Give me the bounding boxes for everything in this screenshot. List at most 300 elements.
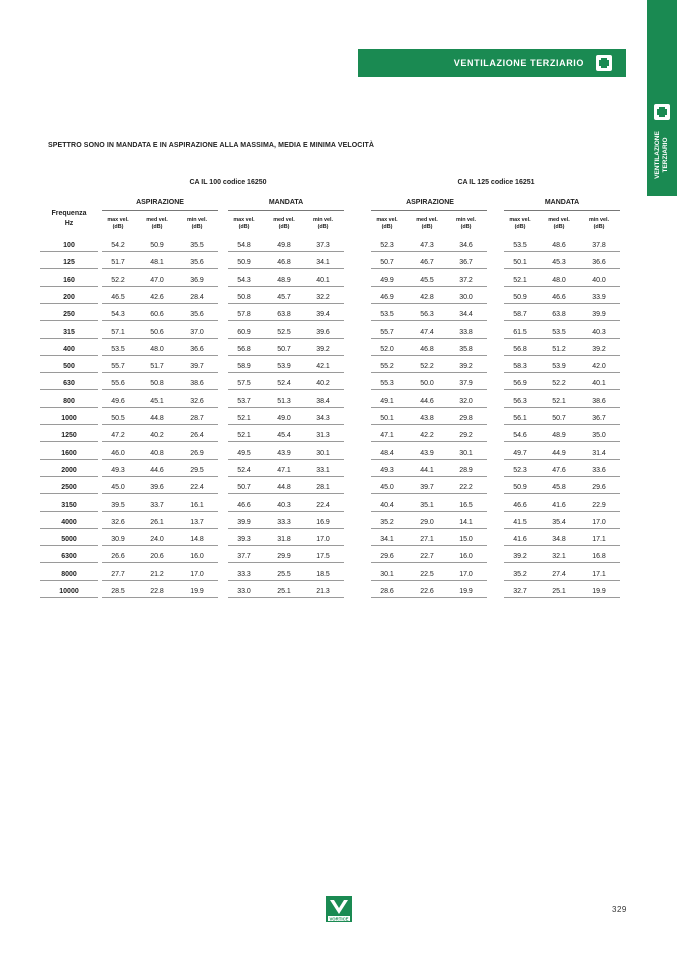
row-divider: [102, 562, 218, 563]
value-cell: 39.5: [111, 501, 125, 509]
value-cell: 40.2: [316, 380, 330, 388]
value-cell: 51.7: [111, 259, 125, 267]
row-divider: [40, 459, 98, 460]
row-divider: [371, 597, 487, 598]
value-cell: 51.7: [150, 363, 164, 371]
value-cell: 22.4: [190, 484, 204, 492]
value-cell: 50.9: [513, 293, 527, 301]
value-cell: 25.1: [552, 588, 566, 595]
row-divider: [228, 338, 344, 339]
value-cell: 27.4: [552, 570, 566, 578]
plus-icon: [654, 104, 670, 120]
row-divider: [102, 493, 218, 494]
value-cell: 26.4: [190, 432, 204, 440]
row-divider: [40, 303, 98, 304]
value-cell: 55.7: [111, 363, 125, 371]
value-cell: 45.7: [277, 293, 291, 301]
value-cell: 47.3: [420, 242, 434, 249]
value-cell: 45.0: [111, 484, 125, 492]
value-cell: 33.6: [592, 466, 606, 474]
group-underline: [504, 210, 620, 211]
table-row: [0, 324, 677, 341]
value-cell: 42.1: [316, 363, 330, 371]
frequency-cell: 8000: [61, 570, 77, 578]
value-cell: 52.4: [237, 466, 251, 474]
value-cell: 50.9: [513, 484, 527, 492]
value-cell: 52.5: [277, 328, 291, 336]
row-divider: [102, 355, 218, 356]
value-cell: 53.5: [380, 311, 394, 319]
value-cell: 24.0: [150, 536, 164, 544]
value-cell: 39.6: [316, 328, 330, 336]
group-underline: [371, 210, 487, 211]
row-divider: [371, 303, 487, 304]
value-cell: 32.7: [513, 588, 527, 595]
value-cell: 53.5: [552, 328, 566, 336]
value-cell: 25.5: [277, 570, 291, 578]
value-cell: 29.0: [420, 518, 434, 526]
vortice-logo-icon: [326, 896, 352, 922]
table-row: [0, 341, 677, 358]
row-divider: [102, 528, 218, 529]
value-cell: 29.6: [592, 484, 606, 492]
value-cell: 13.7: [190, 518, 204, 526]
value-cell: 14.1: [459, 518, 473, 526]
frequency-cell: 2500: [61, 484, 77, 492]
section-title: VENTILAZIONE TERZIARIO: [453, 58, 584, 68]
table-row: [0, 479, 677, 496]
value-cell: 52.2: [552, 380, 566, 388]
row-divider: [40, 441, 98, 442]
value-cell: 49.6: [111, 397, 125, 405]
row-divider: [371, 580, 487, 581]
value-cell: 57.8: [237, 311, 251, 319]
value-cell: 45.0: [380, 484, 394, 492]
frequency-cell: 250: [63, 311, 75, 319]
value-cell: 56.3: [420, 311, 434, 319]
value-cell: 57.1: [111, 328, 125, 336]
value-cell: 19.9: [459, 588, 473, 595]
value-cell: 39.3: [237, 536, 251, 544]
section-header: [358, 49, 626, 77]
value-cell: 22.8: [150, 588, 164, 595]
value-cell: 49.0: [277, 415, 291, 422]
row-divider: [102, 407, 218, 408]
value-cell: 35.6: [190, 259, 204, 267]
group-underline: [228, 210, 344, 211]
row-divider: [40, 545, 98, 546]
table-row: [0, 289, 677, 306]
table-row: [0, 514, 677, 531]
value-cell: 55.6: [111, 380, 125, 388]
value-cell: 47.2: [111, 432, 125, 440]
value-cell: 39.9: [237, 518, 251, 526]
frequency-cell: 630: [63, 380, 75, 388]
value-cell: 35.6: [190, 311, 204, 319]
row-divider: [40, 286, 98, 287]
value-cell: 31.4: [592, 449, 606, 457]
row-divider: [371, 493, 487, 494]
value-cell: 36.6: [592, 259, 606, 267]
value-cell: 52.4: [277, 380, 291, 388]
table-row: [0, 548, 677, 565]
value-cell: 30.1: [316, 449, 330, 457]
row-divider: [371, 545, 487, 546]
frequency-cell: 160: [63, 276, 75, 284]
row-divider: [371, 286, 487, 287]
value-cell: 28.1: [316, 484, 330, 492]
row-divider: [504, 303, 620, 304]
value-cell: 47.0: [150, 276, 164, 284]
frequency-cell: 4000: [61, 518, 77, 526]
row-divider: [504, 338, 620, 339]
value-cell: 29.9: [277, 553, 291, 561]
row-divider: [371, 441, 487, 442]
value-cell: 44.6: [420, 397, 434, 405]
row-divider: [40, 476, 98, 477]
value-cell: 43.9: [277, 449, 291, 457]
row-divider: [228, 286, 344, 287]
row-divider: [504, 372, 620, 373]
value-cell: 33.7: [150, 501, 164, 509]
subgroup-title: ASPIRAZIONE: [136, 199, 184, 206]
value-cell: 48.0: [150, 345, 164, 353]
value-cell: 41.6: [552, 501, 566, 509]
value-cell: 46.6: [513, 501, 527, 509]
row-divider: [371, 476, 487, 477]
value-cell: 31.3: [316, 432, 330, 440]
value-cell: 35.8: [459, 345, 473, 353]
value-cell: 39.4: [316, 311, 330, 319]
value-cell: 58.3: [513, 363, 527, 371]
row-divider: [102, 441, 218, 442]
table-row: [0, 254, 677, 271]
frequency-cell: 2000: [61, 466, 77, 474]
value-cell: 33.0: [237, 588, 251, 595]
row-divider: [228, 424, 344, 425]
frequency-header: Frequenza Hz: [51, 210, 87, 227]
value-cell: 40.3: [592, 328, 606, 336]
row-divider: [504, 268, 620, 269]
side-tab[interactable]: [647, 0, 677, 196]
value-cell: 28.6: [380, 588, 394, 595]
column-header: med vel. (dB): [416, 217, 438, 230]
value-cell: 38.6: [592, 397, 606, 405]
row-divider: [102, 545, 218, 546]
row-divider: [228, 251, 344, 252]
value-cell: 30.9: [111, 536, 125, 544]
value-cell: 28.5: [111, 588, 125, 595]
value-cell: 56.8: [237, 345, 251, 353]
row-divider: [504, 580, 620, 581]
value-cell: 52.1: [237, 415, 251, 422]
value-cell: 29.8: [459, 415, 473, 422]
row-divider: [40, 389, 98, 390]
row-divider: [102, 597, 218, 598]
value-cell: 40.4: [380, 501, 394, 509]
value-cell: 40.8: [150, 449, 164, 457]
value-cell: 48.1: [150, 259, 164, 267]
value-cell: 50.7: [552, 415, 566, 422]
column-header: max vel. (dB): [233, 217, 255, 230]
row-divider: [40, 407, 98, 408]
value-cell: 45.3: [552, 259, 566, 267]
row-divider: [228, 407, 344, 408]
value-cell: 15.0: [459, 536, 473, 544]
value-cell: 22.4: [316, 501, 330, 509]
value-cell: 45.4: [277, 432, 291, 440]
value-cell: 58.7: [513, 311, 527, 319]
value-cell: 41.6: [513, 536, 527, 544]
row-divider: [504, 459, 620, 460]
row-divider: [102, 372, 218, 373]
row-divider: [102, 389, 218, 390]
value-cell: 58.9: [237, 363, 251, 371]
row-divider: [228, 459, 344, 460]
value-cell: 43.9: [420, 449, 434, 457]
row-divider: [228, 441, 344, 442]
group-underline: [102, 210, 218, 211]
value-cell: 54.8: [237, 242, 251, 249]
value-cell: 53.5: [111, 345, 125, 353]
frequency-cell: 400: [63, 345, 75, 353]
value-cell: 32.6: [190, 397, 204, 405]
page-number: 329: [612, 905, 627, 914]
value-cell: 32.0: [459, 397, 473, 405]
value-cell: 32.1: [552, 553, 566, 561]
table-row: [0, 427, 677, 444]
value-cell: 50.5: [111, 415, 125, 422]
value-cell: 49.3: [380, 466, 394, 474]
value-cell: 55.7: [380, 328, 394, 336]
table-row: [0, 358, 677, 375]
value-cell: 46.6: [237, 501, 251, 509]
row-divider: [40, 562, 98, 563]
row-divider: [371, 424, 487, 425]
row-divider: [40, 528, 98, 529]
value-cell: 52.1: [552, 397, 566, 405]
row-divider: [504, 476, 620, 477]
value-cell: 53.7: [237, 397, 251, 405]
value-cell: 54.2: [111, 242, 125, 249]
value-cell: 50.9: [237, 259, 251, 267]
row-divider: [102, 268, 218, 269]
row-divider: [228, 545, 344, 546]
value-cell: 22.9: [592, 501, 606, 509]
row-divider: [228, 303, 344, 304]
frequency-cell: 1250: [61, 432, 77, 440]
value-cell: 36.6: [190, 345, 204, 353]
value-cell: 60.6: [150, 311, 164, 319]
value-cell: 38.4: [316, 397, 330, 405]
value-cell: 50.8: [150, 380, 164, 388]
value-cell: 29.2: [459, 432, 473, 440]
value-cell: 26.6: [111, 553, 125, 561]
value-cell: 39.7: [420, 484, 434, 492]
value-cell: 55.2: [380, 363, 394, 371]
row-divider: [504, 597, 620, 598]
value-cell: 44.9: [552, 449, 566, 457]
value-cell: 27.7: [111, 570, 125, 578]
row-divider: [504, 545, 620, 546]
value-cell: 56.8: [513, 345, 527, 353]
value-cell: 35.5: [190, 242, 204, 249]
value-cell: 26.9: [190, 449, 204, 457]
frequency-cell: 5000: [61, 536, 77, 544]
value-cell: 57.5: [237, 380, 251, 388]
value-cell: 28.7: [190, 415, 204, 422]
row-divider: [504, 528, 620, 529]
value-cell: 39.2: [316, 345, 330, 353]
column-header: min vel. (dB): [455, 217, 477, 230]
row-divider: [228, 597, 344, 598]
value-cell: 51.2: [552, 345, 566, 353]
value-cell: 50.1: [380, 415, 394, 422]
column-header: med vel. (dB): [273, 217, 295, 230]
row-divider: [504, 493, 620, 494]
value-cell: 47.1: [277, 466, 291, 474]
value-cell: 21.3: [316, 588, 330, 595]
value-cell: 52.3: [513, 466, 527, 474]
row-divider: [40, 338, 98, 339]
table-row: [0, 306, 677, 323]
row-divider: [504, 251, 620, 252]
row-divider: [102, 286, 218, 287]
frequency-cell: 200: [63, 293, 75, 301]
table-row: [0, 531, 677, 548]
subgroup-title: MANDATA: [268, 199, 304, 206]
value-cell: 49.7: [513, 449, 527, 457]
column-header: max vel. (dB): [509, 217, 531, 230]
value-cell: 37.7: [237, 553, 251, 561]
row-divider: [102, 580, 218, 581]
row-divider: [504, 286, 620, 287]
row-divider: [102, 511, 218, 512]
row-divider: [371, 459, 487, 460]
value-cell: 34.6: [459, 242, 473, 249]
value-cell: 35.4: [552, 518, 566, 526]
row-divider: [504, 407, 620, 408]
frequency-cell: 315: [63, 328, 75, 336]
value-cell: 43.8: [420, 415, 434, 422]
column-header: max vel. (dB): [376, 217, 398, 230]
value-cell: 22.5: [420, 570, 434, 578]
value-cell: 32.6: [111, 518, 125, 526]
value-cell: 35.1: [420, 501, 434, 509]
value-cell: 60.9: [237, 328, 251, 336]
value-cell: 63.8: [277, 311, 291, 319]
value-cell: 42.0: [592, 363, 606, 371]
frequency-cell: 3150: [61, 501, 77, 509]
value-cell: 22.7: [420, 553, 434, 561]
value-cell: 27.1: [420, 536, 434, 544]
value-cell: 17.1: [592, 570, 606, 578]
value-cell: 50.7: [237, 484, 251, 492]
row-divider: [40, 355, 98, 356]
value-cell: 42.6: [150, 293, 164, 301]
value-cell: 34.8: [552, 536, 566, 544]
row-divider: [371, 355, 487, 356]
value-cell: 17.5: [316, 553, 330, 561]
row-divider: [228, 476, 344, 477]
table-row: [0, 393, 677, 410]
row-divider: [504, 389, 620, 390]
column-header: med vel. (dB): [548, 217, 570, 230]
row-divider: [40, 493, 98, 494]
row-divider: [228, 511, 344, 512]
value-cell: 48.0: [552, 276, 566, 284]
value-cell: 19.9: [592, 588, 606, 595]
value-cell: 39.7: [190, 363, 204, 371]
value-cell: 56.3: [513, 397, 527, 405]
value-cell: 26.1: [150, 518, 164, 526]
table-row: [0, 272, 677, 289]
value-cell: 51.3: [277, 397, 291, 405]
value-cell: 17.0: [459, 570, 473, 578]
row-divider: [371, 407, 487, 408]
value-cell: 48.9: [552, 432, 566, 440]
row-divider: [504, 441, 620, 442]
value-cell: 16.8: [592, 553, 606, 561]
value-cell: 48.4: [380, 449, 394, 457]
row-divider: [40, 268, 98, 269]
row-divider: [102, 251, 218, 252]
value-cell: 42.8: [420, 293, 434, 301]
value-cell: 42.2: [420, 432, 434, 440]
row-divider: [371, 338, 487, 339]
logo-text: VORTICE: [329, 916, 349, 922]
value-cell: 30.0: [459, 293, 473, 301]
value-cell: 28.9: [459, 466, 473, 474]
row-divider: [371, 511, 487, 512]
side-tab-label: VENTILAZIONE TERZIARIO: [654, 131, 669, 179]
value-cell: 37.9: [459, 380, 473, 388]
value-cell: 21.2: [150, 570, 164, 578]
value-cell: 34.1: [380, 536, 394, 544]
column-header: max vel. (dB): [107, 217, 129, 230]
row-divider: [228, 493, 344, 494]
row-divider: [228, 355, 344, 356]
row-divider: [40, 251, 98, 252]
value-cell: 16.0: [459, 553, 473, 561]
value-cell: 45.1: [150, 397, 164, 405]
value-cell: 34.4: [459, 311, 473, 319]
value-cell: 45.8: [552, 484, 566, 492]
frequency-cell: 100: [63, 242, 75, 249]
frequency-cell: 800: [63, 397, 75, 405]
value-cell: 37.8: [592, 242, 606, 249]
value-cell: 30.1: [380, 570, 394, 578]
value-cell: 55.3: [380, 380, 394, 388]
value-cell: 16.1: [190, 501, 204, 509]
value-cell: 37.0: [190, 328, 204, 336]
value-cell: 49.8: [277, 242, 291, 249]
group-title: CA IL 100 codice 16250: [189, 179, 267, 186]
value-cell: 50.7: [380, 259, 394, 267]
row-divider: [371, 320, 487, 321]
frequency-cell: 125: [63, 259, 75, 267]
value-cell: 20.6: [150, 553, 164, 561]
row-divider: [102, 424, 218, 425]
value-cell: 40.0: [592, 276, 606, 284]
row-divider: [228, 372, 344, 373]
value-cell: 46.9: [380, 293, 394, 301]
subgroup-title: ASPIRAZIONE: [406, 199, 454, 206]
value-cell: 33.3: [237, 570, 251, 578]
value-cell: 49.9: [380, 276, 394, 284]
row-divider: [40, 511, 98, 512]
value-cell: 50.6: [150, 328, 164, 336]
